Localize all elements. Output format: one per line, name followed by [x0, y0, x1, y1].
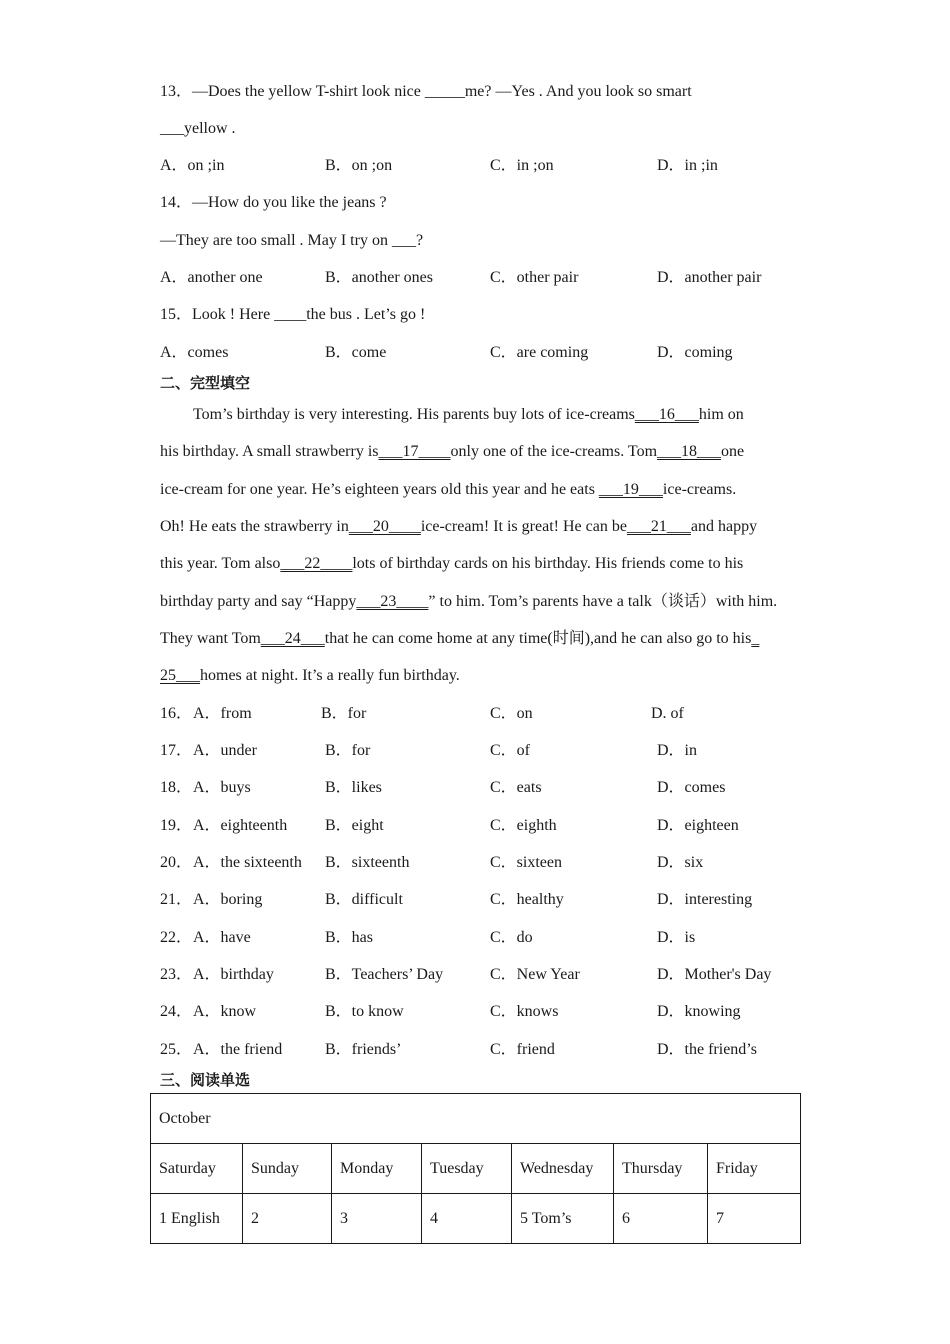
blank-16: ___16___	[634, 406, 699, 423]
item-22-number: 22．	[160, 929, 193, 946]
item-23-option-c: C．New Year	[490, 966, 580, 983]
item-21-number: 21．	[160, 891, 193, 908]
item-17-option-c: C．of	[490, 742, 531, 759]
item-22-option-d: D．is	[657, 929, 696, 946]
item-21-option-a: A．boring	[193, 891, 263, 908]
blank-21: ___21___	[626, 518, 691, 535]
calendar-days-row	[151, 1144, 801, 1194]
passage-text: ice-cream for one year. He’s eighteen years old this year and he eats	[160, 481, 595, 498]
item-16-option-c: C．on	[490, 705, 533, 722]
calendar-day-header: Saturday	[151, 1144, 243, 1194]
blank-25: 25___	[160, 667, 200, 684]
question-13-stem-cont: ___yellow .	[160, 120, 236, 137]
item-19-option-d: D．eighteen	[657, 817, 739, 834]
passage-text: one	[721, 443, 745, 460]
item-24-option-a: A．know	[193, 1003, 257, 1020]
item-21-option-d: D．interesting	[657, 891, 753, 908]
item-21-option-c: C．healthy	[490, 891, 564, 908]
cloze-passage-line-5	[160, 554, 743, 574]
question-14-stem-cont: —They are too small . May I try on ___?	[160, 232, 424, 249]
calendar-month: October	[151, 1094, 801, 1144]
calendar-date-cell: 6	[614, 1194, 708, 1244]
item-23-option-a: A．birthday	[193, 966, 274, 983]
calendar-date-cell: 2	[243, 1194, 332, 1244]
calendar-date-cell: 7	[708, 1194, 801, 1244]
cloze-passage-line-2	[160, 442, 744, 462]
blank-24: ___24___	[260, 630, 325, 647]
question-13-stem: 13．—Does the yellow T-shirt look nice _____me? —Yes . And you look so smart	[160, 83, 692, 100]
blank-17: ___17____	[378, 443, 451, 460]
item-21-option-b: B．difficult	[325, 891, 403, 908]
question-14-option-b: B．another ones	[325, 269, 433, 286]
cloze-passage-line-6	[160, 592, 777, 612]
blank-18: ___18___	[657, 443, 722, 460]
cloze-passage-line-7	[160, 629, 759, 649]
item-24-option-d: D．knowing	[657, 1003, 741, 1020]
item-16-option-b: B．for	[321, 705, 367, 722]
item-16-option-a: A．from	[193, 705, 252, 722]
passage-text: They want Tom	[160, 630, 261, 647]
item-17-number: 17．	[160, 742, 193, 759]
question-14-stem: 14．—How do you like the jeans ?	[160, 194, 387, 211]
question-13-option-b: B．on ;on	[325, 157, 393, 174]
calendar-day-header: Tuesday	[422, 1144, 512, 1194]
passage-text: homes at night. It’s a really fun birthday.	[200, 667, 460, 684]
calendar-date-cell: 3	[332, 1194, 422, 1244]
question-15-option-c: C．are coming	[490, 344, 589, 361]
item-25-number: 25．	[160, 1041, 193, 1058]
item-19-option-c: C．eighth	[490, 817, 557, 834]
question-13-option-a: A．on ;in	[160, 157, 225, 174]
item-22-option-a: A．have	[193, 929, 251, 946]
item-23-option-d: D．Mother's Day	[657, 966, 772, 983]
item-18-option-a: A．buys	[193, 779, 251, 796]
item-18-option-c: C．eats	[490, 779, 542, 796]
calendar-day-header: Sunday	[243, 1144, 332, 1194]
item-17-option-d: D．in	[657, 742, 698, 759]
item-24-number: 24．	[160, 1003, 193, 1020]
passage-text: ” to him. Tom’s parents have a talk（谈话）with him.	[428, 593, 778, 610]
item-20-option-c: C．sixteen	[490, 854, 562, 871]
item-25-option-d: D．the friend’s	[657, 1041, 757, 1058]
question-13-option-d: D．in ;in	[657, 157, 718, 174]
section-heading-reading: 三、阅读单选	[160, 1071, 251, 1089]
item-18-option-d: D．comes	[657, 779, 726, 796]
item-20-option-a: A．the sixteenth	[193, 854, 302, 871]
blank-20: ___20____	[348, 518, 421, 535]
cloze-passage-line-1	[193, 405, 744, 425]
cloze-passage-line-3	[160, 480, 736, 500]
item-19-option-a: A．eighteenth	[193, 817, 288, 834]
question-14-option-c: C．other pair	[490, 269, 579, 286]
item-16-number: 16．	[160, 705, 193, 722]
passage-text: Oh! He eats the strawberry in	[160, 518, 349, 535]
question-14-option-d: D．another pair	[657, 269, 762, 286]
calendar-month-row	[151, 1094, 801, 1144]
item-23-number: 23．	[160, 966, 193, 983]
passage-text: only one of the ice-creams. Tom	[450, 443, 658, 460]
item-24-option-b: B．to know	[325, 1003, 404, 1020]
passage-text: him on	[698, 406, 744, 423]
item-17-option-a: A．under	[193, 742, 257, 759]
passage-text: his birthday. A small strawberry is	[160, 443, 379, 460]
blank-22: ___22____	[280, 555, 353, 572]
item-16-option-d: D. of	[651, 705, 684, 722]
passage-text: ice-cream! It is great! He can be	[420, 518, 627, 535]
item-25-option-a: A．the friend	[193, 1041, 283, 1058]
question-15-stem: 15．Look ! Here ____the bus . Let’s go !	[160, 306, 426, 323]
calendar-table	[150, 1093, 801, 1244]
item-19-number: 19．	[160, 817, 193, 834]
calendar-day-header: Wednesday	[512, 1144, 614, 1194]
item-18-number: 18．	[160, 779, 193, 796]
passage-text: and happy	[690, 518, 758, 535]
item-25-option-b: B．friends’	[325, 1041, 402, 1058]
calendar-dates-row	[151, 1194, 801, 1244]
question-15-option-d: D．coming	[657, 344, 733, 361]
passage-text: Tom’s birthday is very interesting. His parents buy lots of ice-creams	[193, 406, 635, 423]
passage-text: lots of birthday cards on his birthday. His friends come to his	[352, 555, 744, 572]
item-18-option-b: B．likes	[325, 779, 382, 796]
calendar-date-cell: 1 English	[151, 1194, 243, 1244]
item-19-option-b: B．eight	[325, 817, 384, 834]
question-13-option-c: C．in ;on	[490, 157, 554, 174]
cloze-passage-line-4	[160, 517, 757, 537]
calendar-date-cell: 5 Tom’s	[512, 1194, 614, 1244]
passage-text: that he can come home at any time(时间),and he can also go to his	[324, 630, 752, 647]
item-22-option-c: C．do	[490, 929, 533, 946]
item-23-option-b: B．Teachers’ Day	[325, 966, 444, 983]
question-14-option-a: A．another one	[160, 269, 263, 286]
blank-23: ___23____	[356, 593, 429, 610]
blank-25-start: _	[751, 630, 760, 647]
item-20-option-b: B．sixteenth	[325, 854, 410, 871]
cloze-passage-line-8	[160, 666, 460, 686]
calendar-date-cell: 4	[422, 1194, 512, 1244]
passage-text: this year. Tom also	[160, 555, 281, 572]
section-heading-cloze: 二、完型填空	[160, 374, 251, 392]
item-24-option-c: C．knows	[490, 1003, 559, 1020]
calendar-day-header: Thursday	[614, 1144, 708, 1194]
calendar-day-header: Friday	[708, 1144, 801, 1194]
question-15-option-b: B．come	[325, 344, 387, 361]
item-22-option-b: B．has	[325, 929, 374, 946]
passage-text: birthday party and say “Happy	[160, 593, 357, 610]
blank-19: ___19___	[598, 481, 663, 498]
calendar-day-header: Monday	[332, 1144, 422, 1194]
item-20-number: 20．	[160, 854, 193, 871]
item-17-option-b: B．for	[325, 742, 371, 759]
passage-text: ice-creams.	[662, 481, 737, 498]
item-25-option-c: C．friend	[490, 1041, 555, 1058]
question-15-option-a: A．comes	[160, 344, 229, 361]
item-20-option-d: D．six	[657, 854, 704, 871]
